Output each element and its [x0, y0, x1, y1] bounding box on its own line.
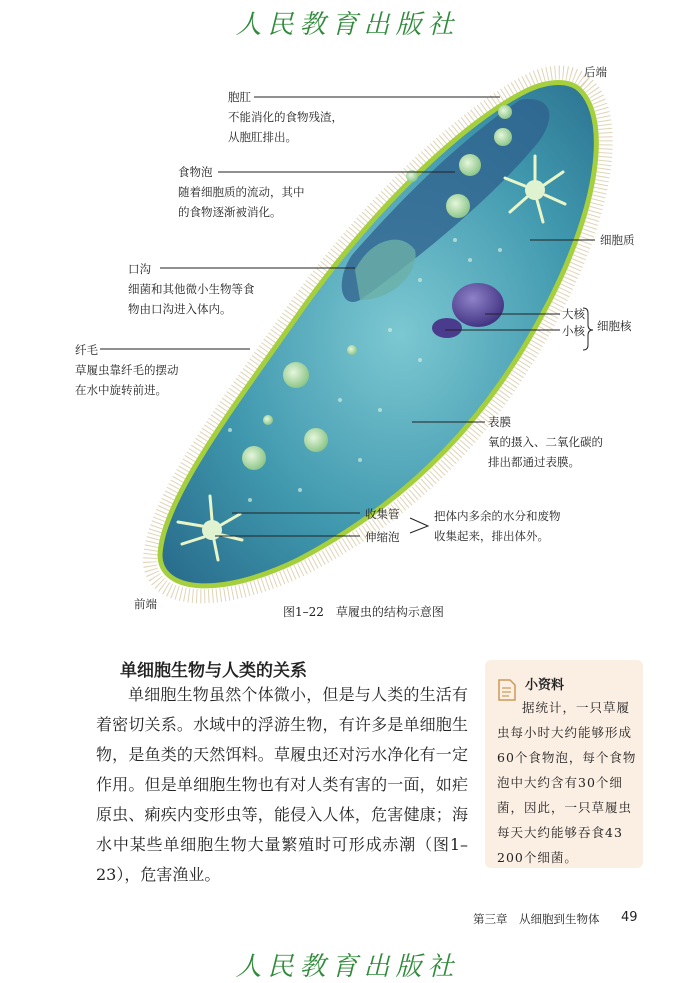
- collecting-desc-line1: 把体内多余的水分和废物: [434, 509, 561, 523]
- info-box-title: 小资料: [525, 678, 565, 693]
- food-vacuole-title: 食物泡: [178, 165, 213, 179]
- info-box: [485, 660, 643, 868]
- info-box-text: 据统计，一只草履虫每小时大约能够形成60个食物泡，每个食物泡中大约含有30个细菌，因此，一只草履虫每天大约能够吞食43 200个细菌。: [497, 700, 637, 865]
- micronucleus: [432, 318, 462, 338]
- label-macronucleus: 大核: [562, 307, 585, 321]
- page-number: 49: [621, 910, 638, 925]
- cilia-desc-line1: 草履虫靠纤毛的摆动: [75, 363, 179, 377]
- label-cytoplasm: 细胞质: [600, 233, 635, 247]
- label-pellicle: [488, 412, 603, 472]
- section-title: 单细胞生物与人类的关系: [120, 661, 307, 681]
- label-front-end: 前端: [134, 597, 157, 611]
- cytoproct-desc-line1: 不能消化的食物残渣，: [228, 110, 343, 124]
- cytoproct-title: 胞肛: [228, 90, 251, 104]
- cytoproct-desc-line2: 从胞肛排出。: [228, 130, 297, 144]
- label-collecting-desc: [434, 506, 561, 546]
- food-vacuole-desc-line1: 随着细胞质的流动，其中: [178, 185, 305, 199]
- label-oral-groove: [128, 259, 255, 319]
- label-back-end: 后端: [584, 65, 607, 79]
- label-nucleus: 细胞核: [597, 319, 632, 333]
- label-food-vacuole: [178, 162, 305, 222]
- section-body: [96, 680, 468, 890]
- macronucleus: [452, 283, 504, 327]
- food-vacuole-desc-line2: 的食物逐渐被消化。: [178, 205, 282, 219]
- cilia-title: 纤毛: [75, 343, 98, 357]
- publisher-mark-top: 人民教育出版社: [235, 10, 460, 40]
- label-micronucleus: 小核: [562, 324, 585, 338]
- oral-groove-desc-line1: 细菌和其他微小生物等食: [128, 282, 255, 296]
- cilia-desc-line2: 在水中旋转前进。: [75, 383, 167, 397]
- collecting-desc-line2: 收集起来，排出体外。: [434, 529, 549, 543]
- label-collecting-canal: 收集管: [365, 507, 400, 521]
- pellicle-desc-line1: 氧的摄入、二氧化碳的: [488, 435, 603, 449]
- oral-groove-desc-line2: 物由口沟进入体内。: [128, 302, 232, 316]
- chapter-footer: 第三章 从细胞到生物体: [473, 912, 600, 926]
- label-cytoproct: [228, 87, 343, 147]
- section-paragraph: 单细胞生物虽然个体微小，但是与人类的生活有着密切关系。水域中的浮游生物，有许多是单细胞生物，是鱼类的天然饵料。草履虫还对污水净化有一定作用。但是单细胞生物也有对人类有害的一面，如疟原虫、痢疾内变形虫等，能侵入人体，危害健康；海水中某些单细胞生物大量繁殖时可形成赤潮（图1–23），危害渔业。: [96, 685, 468, 884]
- pellicle-title: 表膜: [488, 415, 511, 429]
- publisher-mark-bottom: 人民教育出版社: [235, 952, 460, 982]
- label-cilia: [75, 340, 179, 400]
- pellicle-desc-line2: 排出都通过表膜。: [488, 455, 580, 469]
- oral-groove-title: 口沟: [128, 262, 151, 276]
- label-contractile-vacuole: 伸缩泡: [365, 530, 400, 544]
- figure-caption: 图1–22 草履虫的结构示意图: [283, 605, 444, 619]
